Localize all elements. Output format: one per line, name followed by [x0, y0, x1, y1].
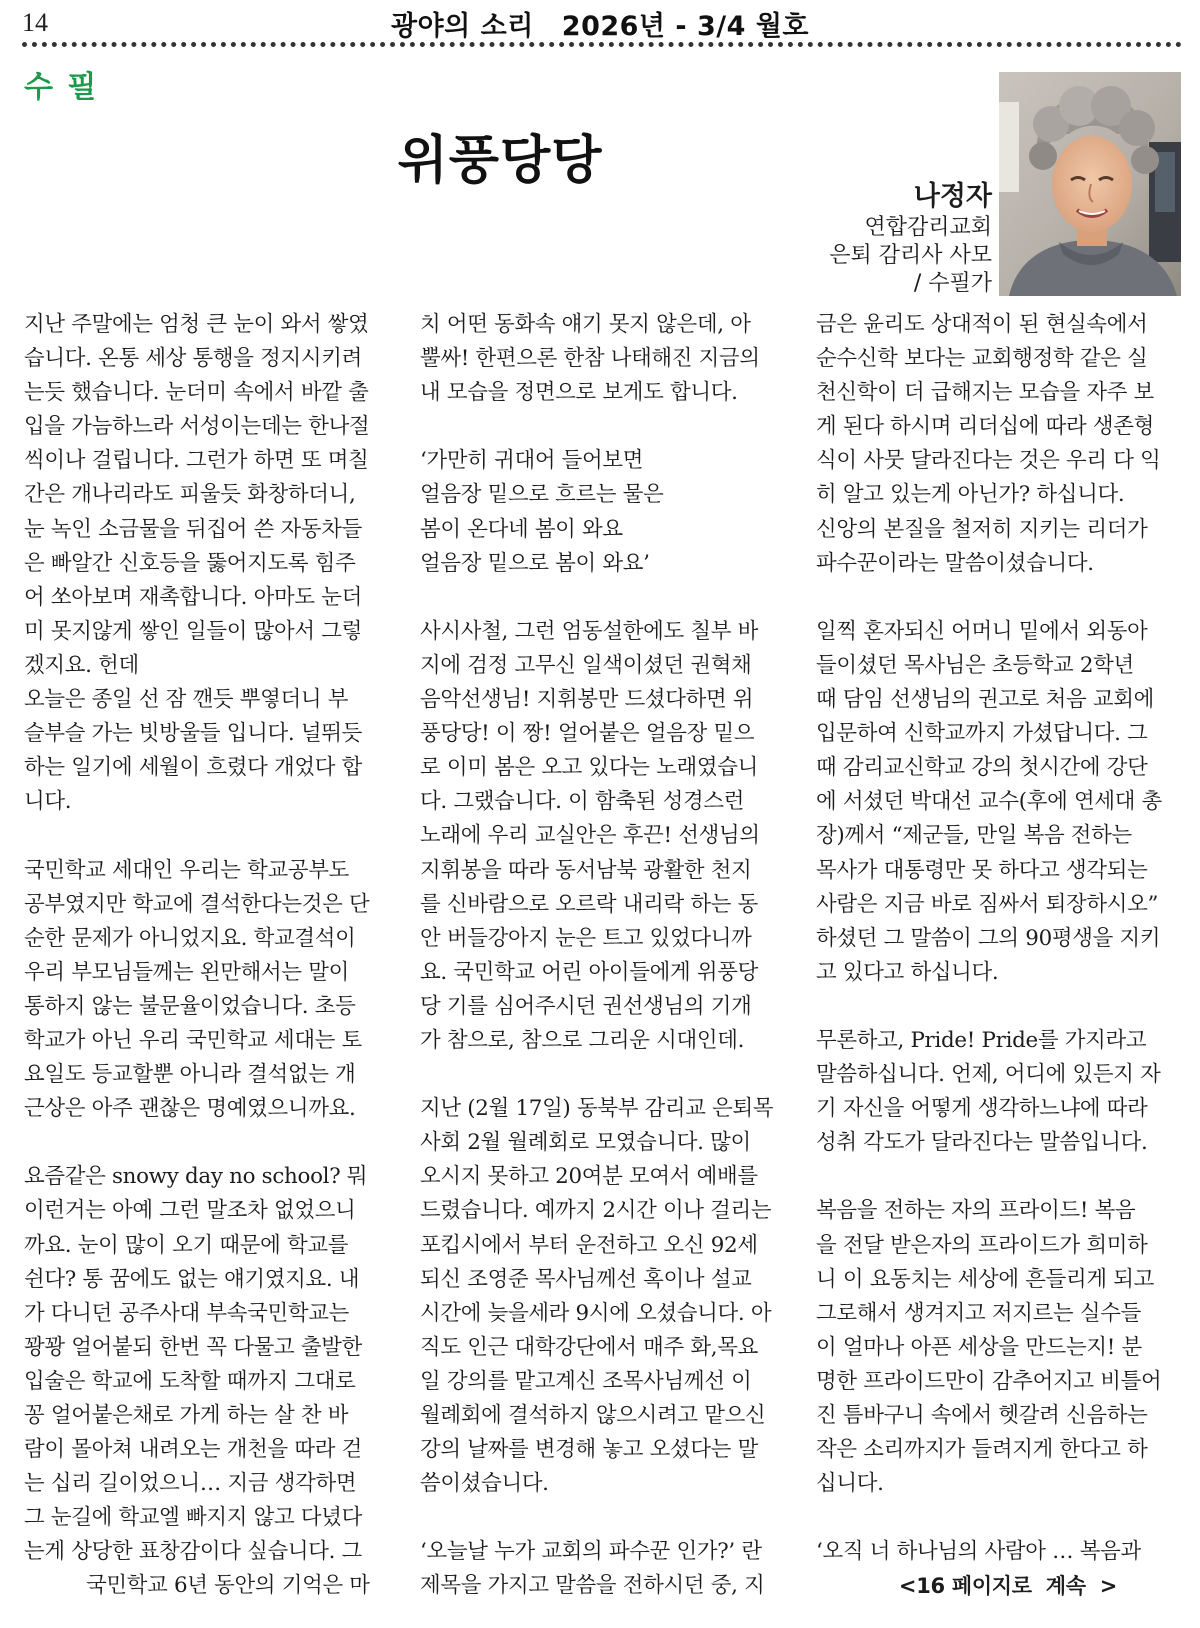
continued-word: 계속	[1045, 1574, 1086, 1599]
text-line: 씀이셨습니다.	[420, 1471, 549, 1497]
paragraph-gap	[24, 1126, 390, 1160]
text-line: 지난 주말에는 엄청 큰 눈이 와서 쌓였	[24, 312, 369, 337]
author-title-line: 은퇴 감리사 사모	[829, 243, 992, 268]
paragraph-gap	[816, 1160, 1188, 1194]
text-line: ‘가만히 귀대어 들어보면	[420, 448, 644, 474]
text-line: 그 눈길에 학교엘 빠지지 않고 다녔다	[24, 1505, 362, 1531]
text-line: 봄이 온다네 봄이 와요	[420, 516, 623, 542]
author-name: 나정자	[913, 181, 992, 212]
author-affiliation-line: 연합감리교회	[864, 215, 992, 240]
text-line: 에 서셨던 박대선 교수(후에 연세대 총	[816, 789, 1162, 815]
text-line: 통하지 않는 불문율이었습니다. 초등	[24, 993, 356, 1019]
text-line: 사시사철, 그런 엄동설한에도 칠부 바	[420, 618, 758, 644]
article-column-2	[420, 308, 786, 1604]
continued-on-page-note	[816, 1569, 1188, 1603]
text-line: 일찍 혼자되신 어머니 밑에서 외동아	[816, 618, 1148, 644]
text-line: 되신 조영준 목사님께선 혹이나 설교	[420, 1266, 752, 1292]
continued-close-bracket: >	[1099, 1574, 1118, 1599]
author-byline	[829, 180, 992, 298]
text-line: 당 기를 심어주시던 권선생님의 기개	[420, 993, 752, 1019]
text-line: 파수꾼이라는 말씀이셨습니다.	[816, 550, 1094, 576]
text-line: 고 있다고 하십니다.	[816, 959, 999, 985]
text-line: 신앙의 본질을 철저히 지키는 리더가	[816, 516, 1148, 542]
text-line: 어 쏘아보며 재촉합니다. 아마도 눈더	[24, 584, 362, 610]
paragraph-gap	[420, 581, 786, 615]
text-line: 를 신바람으로 오르락 내리락 하는 동	[420, 891, 758, 917]
text-line: 는게 상당한 표창감이다 싶습니다. 그	[24, 1539, 362, 1565]
text-line: 공부였지만 학교에 결석한다는것은 단	[24, 891, 370, 917]
text-line: 간은 개나리라도 피울듯 화창하더니,	[24, 482, 356, 508]
article-body	[24, 308, 1184, 1608]
article-column-1	[24, 308, 390, 1604]
continued-page-text: 16 페이지로	[916, 1574, 1032, 1599]
issue-date: 2026년 - 3/4 월호	[561, 11, 810, 42]
text-line: 눈 녹인 소금물을 뒤집어 쓴 자동차들	[24, 516, 362, 542]
text-line: 미 못지않게 쌓인 일들이 많아서 그렇	[24, 618, 362, 644]
page-number: 14	[22, 8, 48, 37]
text-line: 요즘같은 snowy day no school? 뭐	[24, 1164, 368, 1190]
text-line: 내 모습을 정면으로 보게도 합니다.	[420, 380, 738, 406]
text-line: 목사가 대통령만 못 하다고 생각되는	[816, 857, 1148, 883]
text-line: 순수신학 보다는 교회행정학 같은 실	[816, 346, 1148, 372]
text-line: 쉰다? 통 꿈에도 없는 얘기였지요. 내	[24, 1266, 360, 1292]
text-line: 드렸습니다. 예까지 2시간 이나 걸리는	[420, 1198, 772, 1224]
text-line: 다. 그랬습니다. 이 함축된 성경스런	[420, 789, 745, 815]
article-column-3	[816, 308, 1188, 1604]
author-portrait-icon	[999, 72, 1181, 296]
text-line: 성취 각도가 달라진다는 말씀입니다.	[816, 1130, 1148, 1156]
text-line: 입술은 학교에 도착할 때까지 그대로	[24, 1368, 356, 1394]
text-line: 꽝꽝 얼어붙되 한번 꼭 다물고 출발한	[24, 1334, 362, 1360]
text-line: 복음을 전하는 자의 프라이드! 복음	[816, 1198, 1136, 1224]
text-line: ‘오직 너 하나님의 사람아 … 복음과	[816, 1539, 1141, 1565]
paragraph-gap	[420, 1501, 786, 1535]
text-line: 가 다니던 공주사대 부속국민학교는	[24, 1300, 349, 1326]
section-label: 수 필	[24, 70, 99, 105]
text-line: 우리 부모님들께는 왼만해서는 말이	[24, 959, 349, 985]
text-line: 니 이 요동치는 세상에 흔들리게 되고	[816, 1266, 1154, 1292]
text-line: 말씀하십니다. 언제, 어디에 있든지 자	[816, 1062, 1161, 1088]
text-line: 이런거는 아예 그런 말조차 없었으니	[24, 1198, 356, 1224]
text-line: 그로해서 생겨지고 저지르는 실수들	[816, 1300, 1141, 1326]
text-line: 요. 국민학교 어린 아이들에게 위풍당	[420, 959, 758, 985]
text-line: 강의 날짜를 변경해 놓고 오셨다는 말	[420, 1437, 758, 1463]
text-line: 제목을 가지고 말씀을 전하시던 중, 지	[420, 1573, 765, 1599]
article-column-3-lines	[816, 308, 1188, 1569]
text-line: 식이 사뭇 달라진다는 것은 우리 다 익	[816, 448, 1161, 474]
text-line: 장)께서 “제군들, 만일 복음 전하는	[816, 823, 1132, 849]
text-line: 기 자신을 어떻게 생각하느냐에 따라	[816, 1096, 1148, 1122]
text-line: 음악선생님! 지휘봉만 드셨다하면 위	[420, 687, 754, 713]
text-line: 얼음장 밑으로 봄이 와요’	[420, 550, 650, 576]
text-line: 근상은 아주 괜찮은 명예였으니까요.	[24, 1096, 356, 1122]
text-line: 슬부슬 가는 빗방울들 입니다. 널뛰듯	[24, 721, 362, 747]
text-line: 때 감리교신학교 강의 첫시간에 강단	[816, 755, 1148, 781]
text-line: 니다.	[24, 789, 72, 815]
paragraph-gap	[420, 410, 786, 444]
text-line: 십니다.	[816, 1471, 884, 1497]
text-line: 지난 (2월 17일) 동북부 감리교 은퇴목	[420, 1096, 774, 1122]
continued-open-bracket: <	[898, 1574, 917, 1599]
text-line: 요일도 등교할뿐 아니라 결석없는 개	[24, 1062, 356, 1088]
publication-name: 광야의 소리	[390, 11, 534, 42]
author-role-line: / 수필가	[913, 271, 992, 296]
text-line: 는 십리 길이었으니… 지금 생각하면	[24, 1471, 357, 1497]
text-line: 학교가 아닌 우리 국민학교 세대는 토	[24, 1027, 362, 1053]
paragraph-gap	[816, 1501, 1188, 1535]
text-line: 직도 인근 대학강단에서 매주 화,목요	[420, 1334, 758, 1360]
text-line: 무론하고, Pride! Pride를 가지라고	[816, 1027, 1147, 1053]
text-line: 꽁 얼어붙은채로 가게 하는 살 찬 바	[24, 1403, 349, 1428]
text-line: 천신학이 더 급해지는 모습을 자주 보	[816, 380, 1154, 406]
text-line: 명한 프라이드만이 감추어지고 비틀어	[816, 1368, 1162, 1394]
text-line: 진 틈바구니 속에서 헷갈려 신음하는	[816, 1403, 1148, 1428]
paragraph-gap	[816, 581, 1188, 615]
text-line: 습니다. 온통 세상 통행을 정지시키려	[24, 346, 362, 372]
text-line: 지휘봉을 따라 동서남북 광활한 천지	[420, 857, 752, 883]
text-line: 을 전달 받은자의 프라이드가 희미하	[816, 1232, 1148, 1258]
text-line: 일 강의를 맡고계신 조목사님께선 이	[420, 1368, 752, 1394]
text-line: 로 이미 봄은 오고 있다는 노래였습니	[420, 755, 758, 781]
text-line: 입을 가늠하느라 서성이는데는 한나절	[24, 414, 370, 440]
text-line: 때 담임 선생님의 권고로 처음 교회에	[816, 687, 1154, 713]
paragraph-gap	[420, 1058, 786, 1092]
text-line: 지에 검정 고무신 일색이셨던 권혁채	[420, 652, 752, 678]
text-line: 들이셨던 목사님은 초등학교 2학년	[816, 652, 1134, 678]
text-line: 오늘은 종일 선 잠 깬듯 뿌옇더니 부	[24, 687, 349, 713]
text-line: 사람은 지금 바로 짐싸서 퇴장하시오”	[816, 891, 1159, 917]
text-line: 작은 소리까지가 들려지게 한다고 하	[816, 1437, 1148, 1463]
text-line: 가 참으로, 참으로 그리운 시대인데.	[420, 1027, 745, 1053]
text-line: 순한 문제가 아니었지요. 학교결석이	[24, 925, 356, 951]
text-line: 국민학교 6년 동안의 기억은 마	[86, 1573, 370, 1599]
text-line: 는듯 했습니다. 눈더미 속에서 바깥 출	[24, 380, 369, 406]
text-line: 풍당당! 이 짱! 얼어붙은 얼음장 밑으	[420, 721, 755, 747]
text-line: 시간에 늦을세라 9시에 오셨습니다. 아	[420, 1300, 772, 1326]
text-line: 하셨던 그 말씀이 그의 90평생을 지키	[816, 925, 1161, 951]
text-line: 뿔싸! 한편으론 한참 나태해진 지금의	[420, 346, 760, 372]
text-line: 국민학교 세대인 우리는 학교공부도	[24, 857, 349, 883]
paragraph-gap	[816, 990, 1188, 1024]
paragraph-gap	[24, 819, 390, 853]
text-line: 금은 윤리도 상대적이 된 현실속에서	[816, 312, 1148, 337]
text-line: 까요. 눈이 많이 오기 때문에 학교를	[24, 1232, 349, 1258]
text-line: 입문하여 신학교까지 가셨답니다. 그	[816, 721, 1148, 747]
text-line: 안 버들강아지 눈은 트고 있었다니까	[420, 925, 752, 951]
text-line: 월례회에 결석하지 않으시려고 맡으신	[420, 1403, 766, 1428]
text-line: 히 알고 있는게 아닌가? 하십니다.	[816, 482, 1125, 508]
text-line: ‘오늘날 누가 교회의 파수꾼 인가?’ 란	[420, 1539, 762, 1565]
text-line: 하는 일기에 세월이 흐렸다 개었다 합	[24, 755, 362, 781]
text-line: 포킵시에서 부터 운전하고 오신 92세	[420, 1232, 758, 1258]
article-title: 위풍당당	[397, 131, 603, 191]
text-line: 이 얼마나 아픈 세상을 만드는지! 분	[816, 1334, 1142, 1360]
text-line: 은 빠알간 신호등을 뚫어지도록 힘주	[24, 550, 356, 576]
text-line: 람이 몰아쳐 내려오는 개천을 따라 걷	[24, 1437, 362, 1463]
author-portrait-photo	[999, 72, 1181, 296]
text-line: 치 어떤 동화속 얘기 못지 않은데, 아	[420, 312, 751, 337]
text-line: 오시지 못하고 20여분 모여서 예배를	[420, 1164, 758, 1190]
running-header	[0, 4, 1200, 43]
text-line: 겠지요. 헌데	[24, 652, 139, 678]
text-line: 얼음장 밑으로 흐르는 물은	[420, 482, 664, 508]
text-line: 사회 2월 월례회로 모였습니다. 많이	[420, 1130, 751, 1156]
text-line: 씩이나 걸립니다. 그런가 하면 또 며칠	[24, 448, 369, 474]
text-line: 게 된다 하시며 리더십에 따라 생존형	[816, 414, 1154, 440]
header-divider	[22, 42, 1182, 47]
text-line: 노래에 우리 교실안은 후끈! 선생님의	[420, 823, 760, 849]
